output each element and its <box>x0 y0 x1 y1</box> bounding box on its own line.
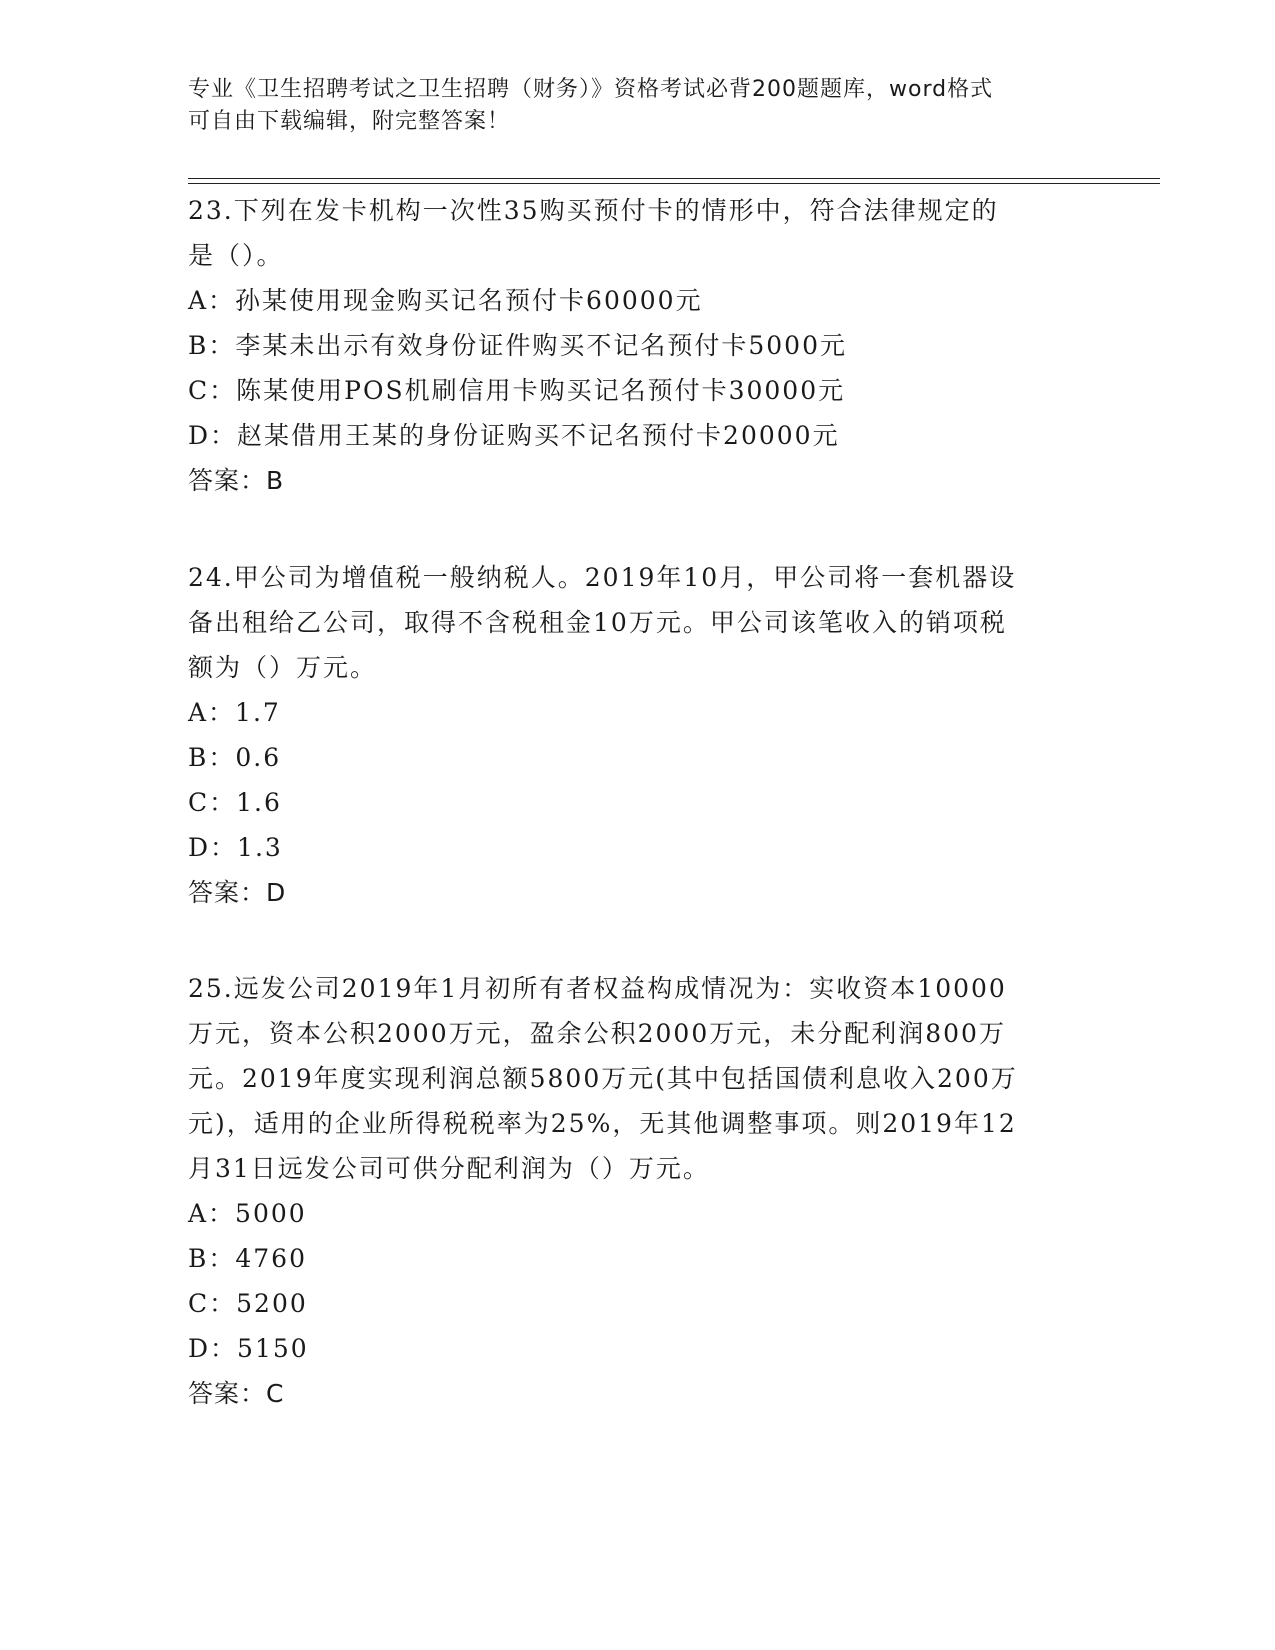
option-b: B：李某未出示有效身份证件购买不记名预付卡5000元 <box>188 331 847 360</box>
stem-line: 月31日远发公司可供分配利润为（）万元。 <box>188 1154 710 1183</box>
stem-line: 元)，适用的企业所得税税率为25%，无其他调整事项。则2019年12 <box>188 1109 1017 1138</box>
option-d: D：赵某借用王某的身份证购买不记名预付卡20000元 <box>188 421 840 450</box>
option-c: C：1.6 <box>188 788 282 817</box>
stem-line: 25.远发公司2019年1月初所有者权益构成情况为：实收资本10000 <box>188 974 1007 1003</box>
header-line-1: 专业《卫生招聘考试之卫生招聘（财务）》资格考试必背200题题库，word格式 <box>188 77 994 102</box>
stem-line: 24.甲公司为增值税一般纳税人。2019年10月，甲公司将一套机器设 <box>188 563 1017 592</box>
question-stem <box>188 188 1088 278</box>
option-b: B：0.6 <box>188 743 282 772</box>
header-divider-bottom <box>188 183 1160 184</box>
question-stem <box>188 555 1088 690</box>
question-24 <box>188 555 1088 915</box>
answer-line: 答案：D <box>188 878 287 907</box>
option-c: C：5200 <box>188 1289 308 1318</box>
option-a: A：1.7 <box>188 698 281 727</box>
option-d: D：1.3 <box>188 833 283 862</box>
stem-line: 备出租给乙公司，取得不含税租金10万元。甲公司该笔收入的销项税 <box>188 608 1007 637</box>
option-d: D：5150 <box>188 1334 309 1363</box>
stem-line: 额为（）万元。 <box>188 653 378 682</box>
question-23 <box>188 188 1088 503</box>
question-stem <box>188 966 1088 1191</box>
header-line-2: 可自由下载编辑，附完整答案！ <box>188 109 511 134</box>
stem-line: 元。2019年度实现利润总额5800万元(其中包括国债利息收入200万 <box>188 1064 1018 1093</box>
stem-line: 是（）。 <box>188 241 284 270</box>
option-c: C：陈某使用POS机刷信用卡购买记名预付卡30000元 <box>188 376 846 405</box>
option-a: A：孙某使用现金购买记名预付卡60000元 <box>188 286 703 315</box>
header-divider-top <box>188 178 1160 179</box>
option-a: A：5000 <box>188 1199 307 1228</box>
answer-line: 答案：C <box>188 1379 285 1408</box>
option-b: B：4760 <box>188 1244 307 1273</box>
answer-line: 答案：B <box>188 466 285 495</box>
stem-line: 23.下列在发卡机构一次性35购买预付卡的情形中，符合法律规定的 <box>188 196 999 225</box>
question-25 <box>188 966 1088 1416</box>
document-header <box>188 74 1068 138</box>
stem-line: 万元，资本公积2000万元，盈余公积2000万元，未分配利润800万 <box>188 1019 1006 1048</box>
